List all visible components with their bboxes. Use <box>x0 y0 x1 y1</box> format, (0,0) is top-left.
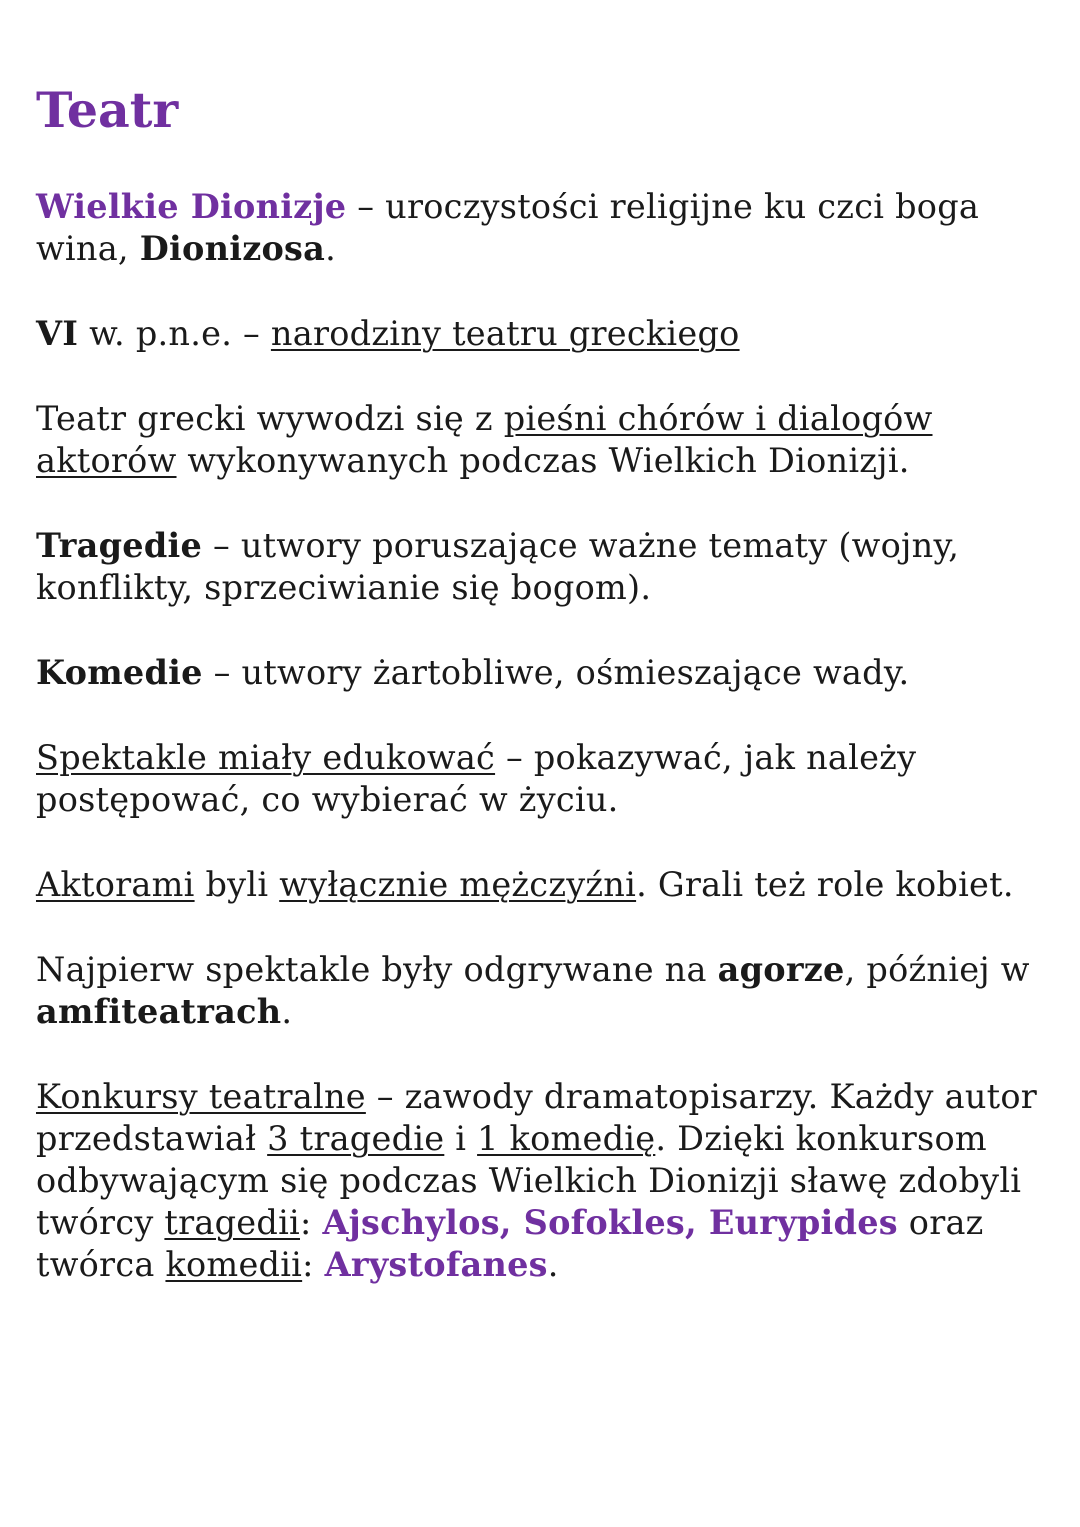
underlined-phrase: wyłącznie mężczyźni <box>279 865 637 904</box>
text: Najpierw spektakle były odgrywane na <box>36 950 718 989</box>
paragraph-komedie <box>36 652 1056 694</box>
text: – utwory poruszające ważne tematy (wojny, konflikty, sprzeciwianie się bogom). <box>36 526 960 607</box>
text: . <box>325 229 337 268</box>
text: w. p.n.e. – <box>78 314 271 353</box>
text: , później w <box>844 950 1030 989</box>
paragraph-konkursy <box>36 1076 1056 1286</box>
term-komedie: Komedie <box>36 653 203 692</box>
paragraph-vi-century <box>36 313 1056 355</box>
text: – zawody dramatopisarzy. Każdy autor przedstawiał <box>36 1077 1038 1158</box>
underlined-phrase: Aktorami <box>36 865 195 904</box>
text: oraz twórca <box>36 1203 984 1284</box>
text: i <box>444 1119 478 1158</box>
text: : <box>300 1203 323 1242</box>
underlined-phrase: tragedii <box>164 1203 300 1242</box>
comedy-author: Arystofanes <box>324 1245 548 1284</box>
text: – pokazywać, jak należy postępować, co wybierać w życiu. <box>36 738 917 819</box>
term-vi: VI <box>36 314 79 353</box>
paragraph-wielkie-dionizje <box>36 186 1056 270</box>
text: Teatr grecki wywodzi się z <box>36 399 504 438</box>
underlined-phrase: Konkursy teatralne <box>36 1077 366 1116</box>
text: . Dzięki konkursom odbywającym się podczas Wielkich Dionizji sławę zdobyli twórcy <box>36 1119 1022 1242</box>
text: – uroczystości religijne ku czci boga wina, <box>36 187 980 268</box>
tragedy-authors: Ajschylos, Sofokles, Eurypides <box>322 1203 898 1242</box>
text: wykonywanych podczas Wielkich Dionizji. <box>176 441 910 480</box>
note-page <box>36 78 1056 1329</box>
underlined-phrase: 3 tragedie <box>267 1119 445 1158</box>
paragraph-aktorzy <box>36 864 1056 906</box>
paragraph-spektakle <box>36 737 1056 821</box>
term-tragedie: Tragedie <box>36 526 203 565</box>
paragraph-origin <box>36 398 1056 482</box>
term-amfiteatrach: amfiteatrach <box>36 992 282 1031</box>
text: : <box>302 1245 325 1284</box>
text: – utwory żartobliwe, ośmieszające wady. <box>202 653 910 692</box>
paragraph-tragedie <box>36 525 1056 609</box>
term-agorze: agorze <box>717 950 845 989</box>
underlined-phrase: Spektakle miały edukować <box>36 738 496 777</box>
text: . <box>547 1245 559 1284</box>
term-wielkie-dionizje: Wielkie Dionizje <box>36 187 347 226</box>
underlined-phrase: narodziny teatru greckiego <box>270 314 740 353</box>
page-title: Teatr <box>36 81 179 139</box>
underlined-phrase: pieśni chórów i dialogów aktorów <box>36 399 933 480</box>
underlined-phrase: komedii <box>165 1245 303 1284</box>
term-dionizosa: Dionizosa <box>139 229 326 268</box>
text: . Grali też role kobiet. <box>636 865 1014 904</box>
paragraph-miejsca <box>36 949 1056 1033</box>
text: byli <box>194 865 280 904</box>
text: . <box>281 992 293 1031</box>
underlined-phrase: 1 komedię <box>477 1119 656 1158</box>
